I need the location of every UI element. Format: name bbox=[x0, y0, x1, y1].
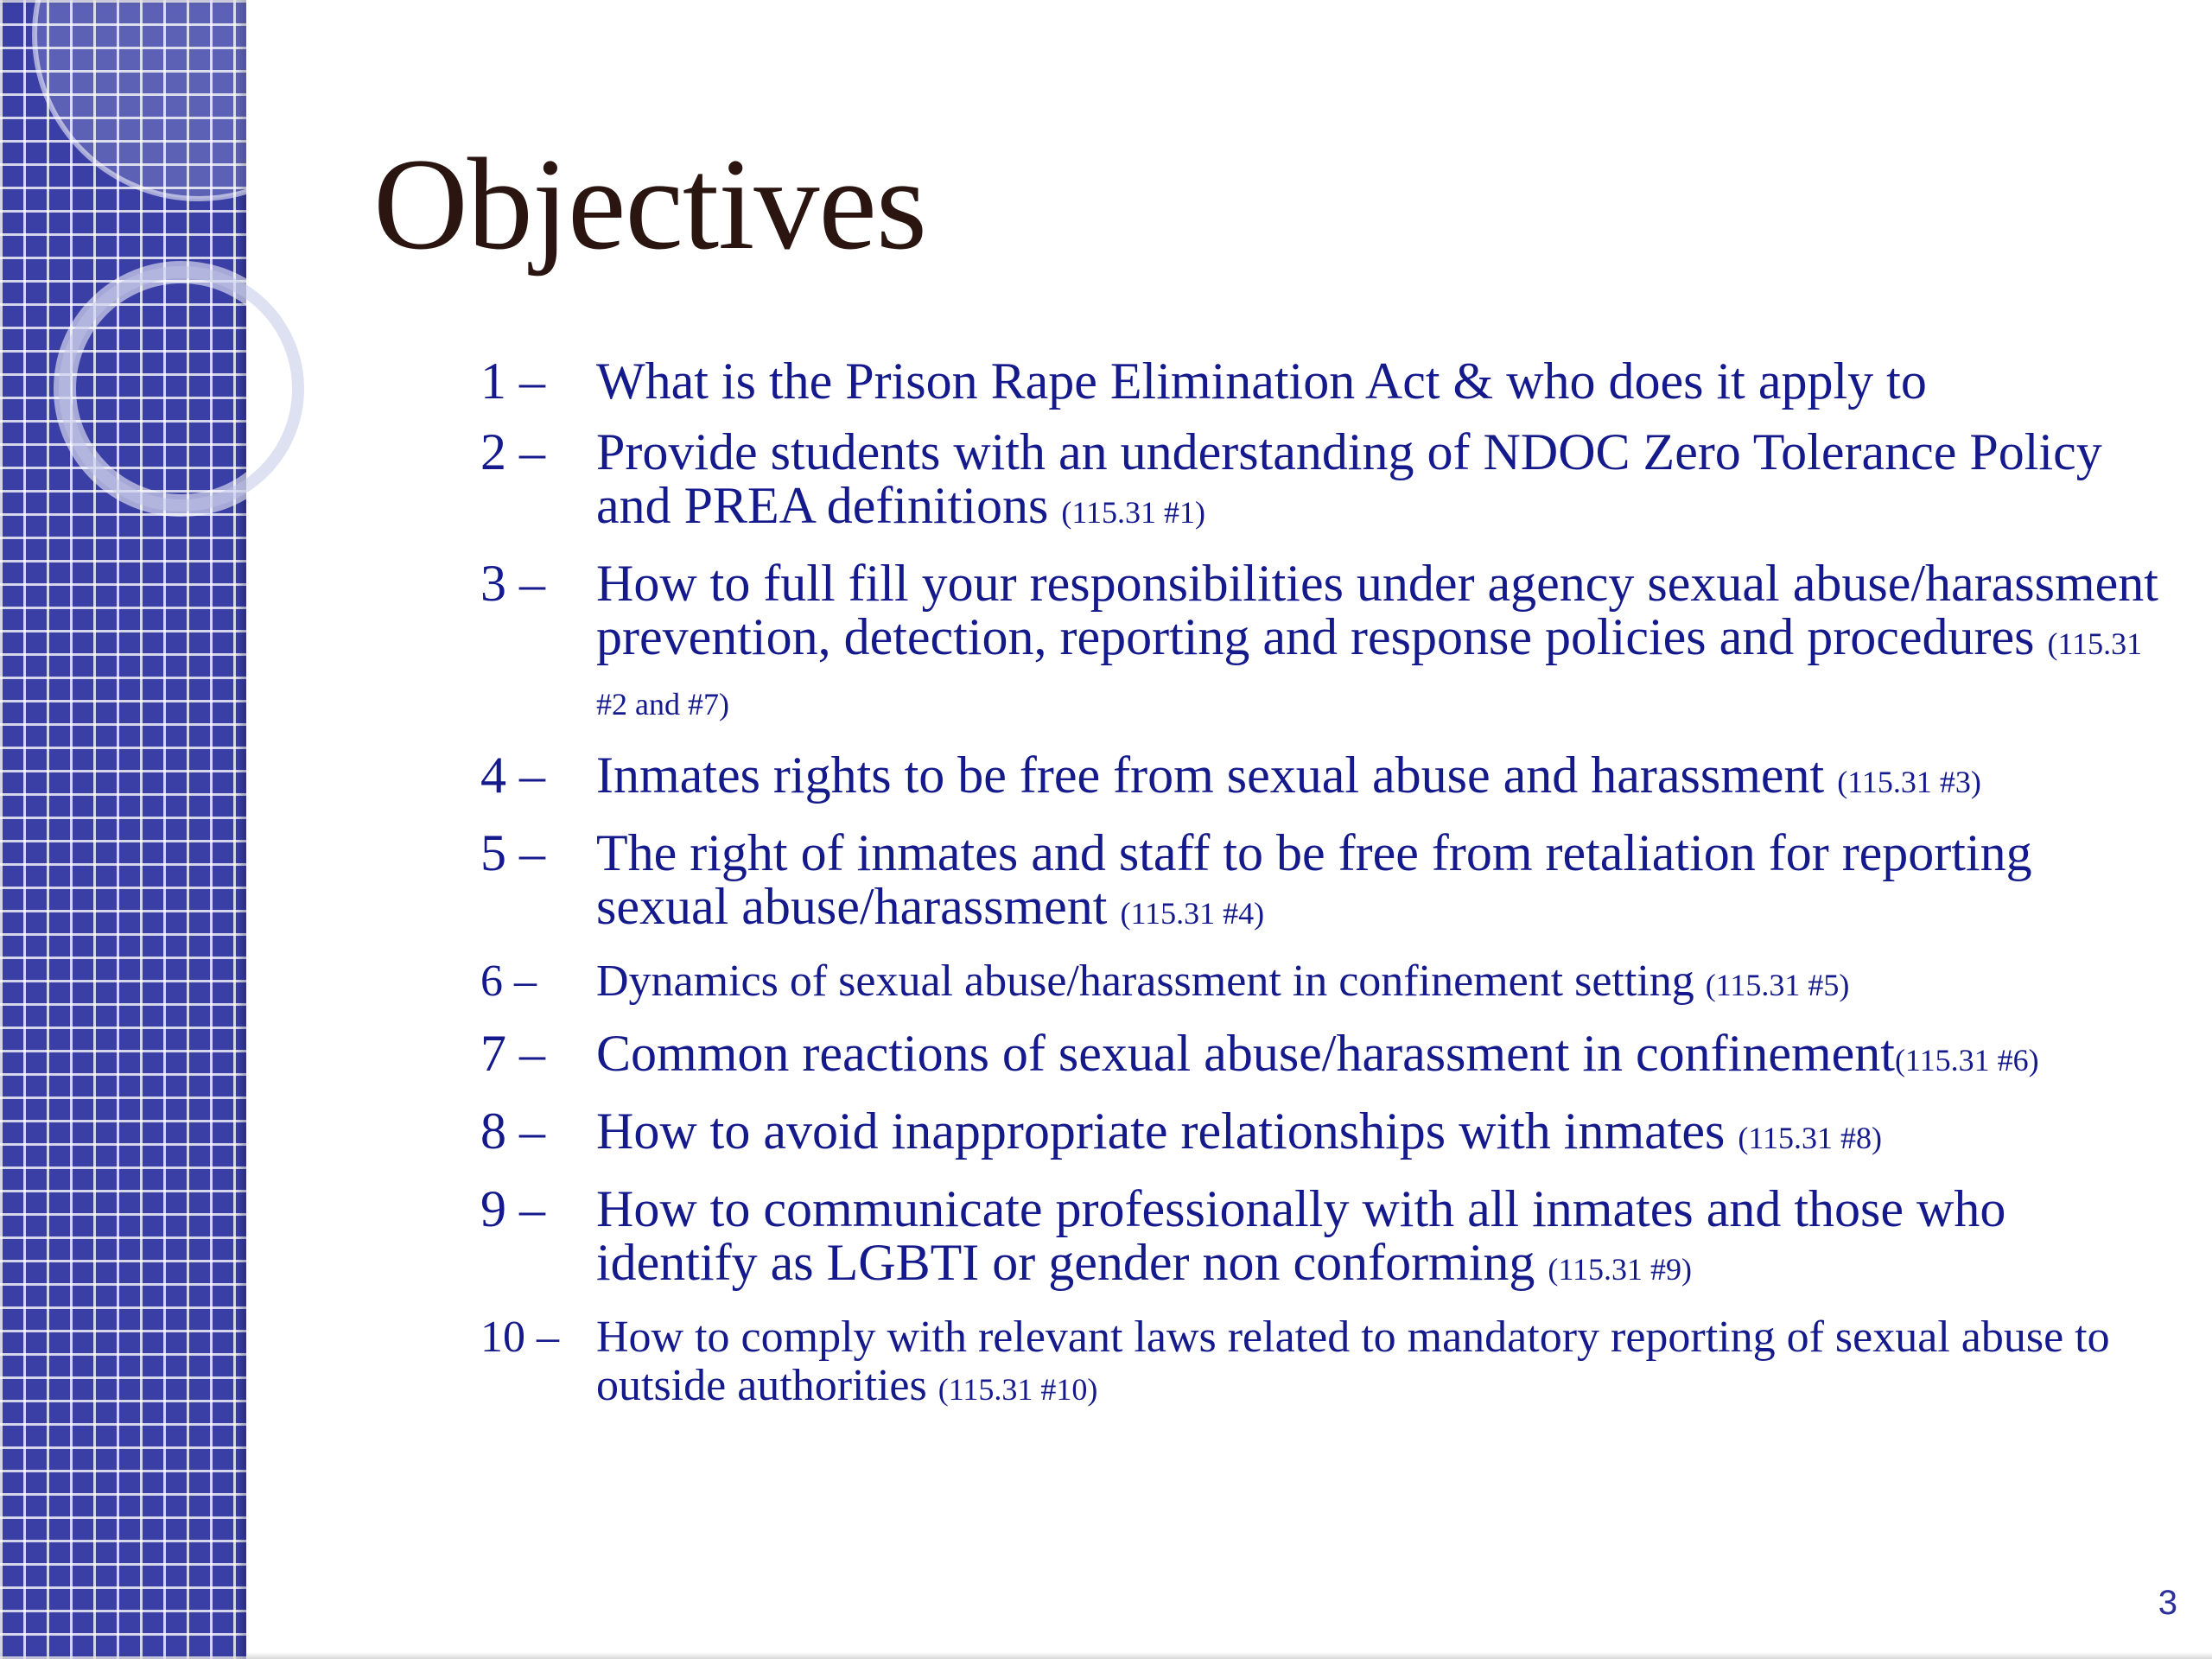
page-number: 3 bbox=[2158, 1584, 2177, 1622]
objective-text-wrap bbox=[596, 1104, 2174, 1165]
objective-text: How to avoid inappropriate relationships with inmates bbox=[596, 1103, 1726, 1160]
objective-text-wrap bbox=[596, 748, 2174, 809]
objective-item-6 bbox=[480, 957, 2174, 1009]
objective-number: 3 – bbox=[480, 555, 545, 612]
objective-text-wrap bbox=[596, 957, 2174, 1009]
objective-item-4 bbox=[480, 748, 2174, 809]
objective-item-9 bbox=[480, 1182, 2174, 1296]
slide-title: Objectives bbox=[373, 131, 927, 276]
objective-text-wrap bbox=[596, 556, 2174, 731]
objective-text: Inmates rights to be free from sexual abuse and harassment bbox=[596, 747, 1825, 804]
objective-text-wrap bbox=[596, 1313, 2174, 1414]
objective-text: Provide students with an understanding of NDOC Zero Tolerance Policy and PREA definitions bbox=[596, 423, 2102, 534]
objective-text: The right of inmates and staff to be free from retaliation for reporting sexual abuse/harassment bbox=[596, 824, 2032, 935]
objective-reference: (115.31 #6) bbox=[1894, 1043, 2039, 1077]
bottom-divider bbox=[246, 1652, 2212, 1659]
objective-item-5 bbox=[480, 826, 2174, 940]
objective-number: 2 – bbox=[480, 423, 545, 480]
decorative-circles bbox=[0, 0, 346, 605]
objective-text-wrap bbox=[596, 1182, 2174, 1296]
objective-text: Common reactions of sexual abuse/harassment in confinement bbox=[596, 1025, 1895, 1082]
objective-reference: (115.31 #9) bbox=[1548, 1252, 1693, 1287]
objective-reference: (115.31 #3) bbox=[1837, 765, 1981, 799]
objective-reference: (115.31 #8) bbox=[1738, 1121, 1883, 1155]
objective-number: 5 – bbox=[480, 824, 545, 881]
objective-reference: (115.31 #2 and #7) bbox=[596, 626, 2143, 721]
objective-text: How to comply with relevant laws related to mandatory reporting of sexual abuse to outside authorities bbox=[596, 1313, 2110, 1410]
objective-reference: (115.31 #10) bbox=[938, 1372, 1098, 1407]
objective-number: 6 – bbox=[480, 957, 537, 1006]
objective-text-wrap bbox=[596, 1027, 2174, 1087]
objective-item-3 bbox=[480, 556, 2174, 731]
objective-number: 9 – bbox=[480, 1180, 545, 1237]
objectives-list bbox=[480, 354, 2174, 1431]
objective-text: What is the Prison Rape Elimination Act & who does it apply to bbox=[596, 353, 1927, 410]
objective-item-7 bbox=[480, 1027, 2174, 1087]
objective-reference: (115.31 #4) bbox=[1120, 896, 1265, 931]
objective-number: 8 – bbox=[480, 1103, 545, 1160]
objective-text: How to full fill your responsibilities under agency sexual abuse/harassment prevention, detection, reporting and response policies and procedures bbox=[596, 555, 2158, 665]
objective-reference: (115.31 #1) bbox=[1061, 495, 1205, 530]
objective-text: How to communicate professionally with all inmates and those who identify as LGBTI or gender non conforming bbox=[596, 1180, 2006, 1291]
objective-item-8 bbox=[480, 1104, 2174, 1165]
objective-item-2 bbox=[480, 425, 2174, 539]
objective-text-wrap bbox=[596, 826, 2174, 940]
objective-item-1 bbox=[480, 354, 2174, 408]
objective-item-10 bbox=[480, 1313, 2174, 1414]
objective-text-wrap bbox=[596, 425, 2174, 539]
objective-number: 10 – bbox=[480, 1313, 559, 1362]
objective-text-wrap bbox=[596, 354, 2174, 408]
objective-reference: (115.31 #5) bbox=[1705, 968, 1850, 1002]
objective-number: 1 – bbox=[480, 353, 545, 410]
objective-text: Dynamics of sexual abuse/harassment in confinement setting bbox=[596, 957, 1694, 1006]
objective-number: 4 – bbox=[480, 747, 545, 804]
objective-number: 7 – bbox=[480, 1025, 545, 1082]
